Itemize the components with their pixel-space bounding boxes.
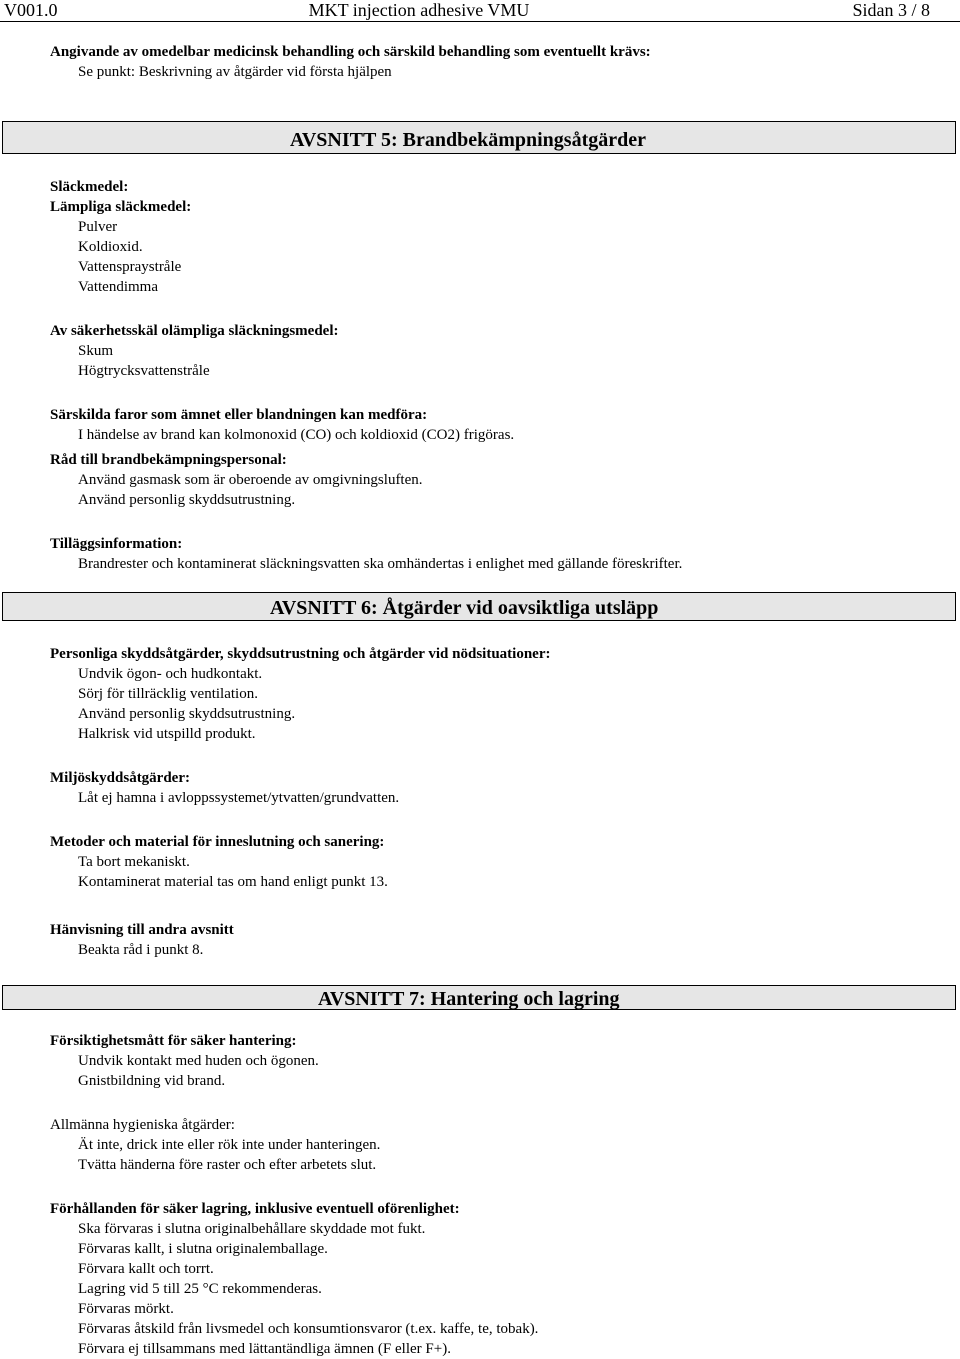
document-version: V001.0 <box>4 0 58 20</box>
storage-condition-item: Förvaras mörkt. <box>78 1301 174 1317</box>
personal-precautions-item: Halkrisk vid utspilld produkt. <box>78 726 256 742</box>
unsuitable-media-item: Skum <box>78 343 114 359</box>
unsuitable-media-heading: Av säkerhetsskäl olämpliga släckningsmedel: <box>50 323 339 339</box>
suitable-media-item: Pulver <box>78 219 118 235</box>
storage-condition-item: Ska förvaras i slutna originalbehållare skyddade mot fukt. <box>78 1221 426 1237</box>
storage-condition-item: Förvara ej tillsammans med lättantändliga ämnen (F eller F+). <box>78 1341 451 1357</box>
additional-info-text: Brandrester och kontaminerat släckningsvatten ska omhändertas i enlighet med gällande föreskrifter. <box>78 556 683 572</box>
medical-treatment-heading: Angivande av omedelbar medicinsk behandling och särskild behandling som eventuellt krävs: <box>50 44 651 60</box>
containment-methods-item: Kontaminerat material tas om hand enligt punkt 13. <box>78 874 388 890</box>
section-5-title: AVSNITT 5: Brandbekämpningsåtgärder <box>290 129 647 151</box>
hygiene-heading: Allmänna hygieniska åtgärder: <box>50 1117 235 1133</box>
section-6-title: AVSNITT 6: Åtgärder vid oavsiktliga utsläpp <box>270 597 659 619</box>
storage-condition-item: Förvara kallt och torrt. <box>78 1261 214 1277</box>
safe-handling-item: Undvik kontakt med huden och ögonen. <box>78 1053 319 1069</box>
page-number: Sidan 3 / 8 <box>852 0 930 20</box>
additional-info-heading: Tilläggsinformation: <box>50 536 183 552</box>
storage-condition-item: Förvaras kallt, i slutna originalemballage. <box>78 1241 328 1257</box>
environmental-precautions-text: Låt ej hamna i avloppssystemet/ytvatten/grundvatten. <box>78 790 400 806</box>
firefighter-advice-item: Använd gasmask som är oberoende av omgivningsluften. <box>78 472 423 488</box>
special-hazards-text: I händelse av brand kan kolmonoxid (CO) och koldioxid (CO2) frigöras. <box>78 427 515 443</box>
suitable-media-item: Koldioxid. <box>78 239 143 255</box>
section-reference-heading: Hänvisning till andra avsnitt <box>50 922 234 938</box>
suitable-media-item: Vattendimma <box>78 279 158 295</box>
personal-precautions-heading: Personliga skyddsåtgärder, skyddsutrustning och åtgärder vid nödsituationer: <box>50 646 551 662</box>
storage-condition-item: Lagring vid 5 till 25 °C rekommenderas. <box>78 1281 322 1297</box>
header-divider <box>0 21 960 22</box>
storage-condition-item: Förvaras åtskild från livsmedel och konsumtionsvaror (t.ex. kaffe, te, tobak). <box>78 1321 539 1337</box>
section-reference-text: Beakta råd i punkt 8. <box>78 942 204 958</box>
storage-conditions-heading: Förhållanden för säker lagring, inklusive eventuell oförenlighet: <box>50 1201 460 1217</box>
firefighter-advice-item: Använd personlig skyddsutrustning. <box>78 492 296 508</box>
special-hazards-heading: Särskilda faror som ämnet eller blandningen kan medföra: <box>50 407 428 423</box>
suitable-media-heading: Lämpliga släckmedel: <box>50 199 192 215</box>
personal-precautions-item: Undvik ögon- och hudkontakt. <box>78 666 263 682</box>
medical-treatment-text: Se punkt: Beskrivning av åtgärder vid första hjälpen <box>78 64 392 80</box>
containment-methods-item: Ta bort mekaniskt. <box>78 854 190 870</box>
safe-handling-item: Gnistbildning vid brand. <box>78 1073 226 1089</box>
hygiene-item: Tvätta händerna före raster och efter arbetets slut. <box>78 1157 377 1173</box>
suitable-media-item: Vattenspraystråle <box>78 259 182 275</box>
product-name: MKT injection adhesive VMU <box>308 0 530 20</box>
hygiene-item: Ät inte, drick inte eller rök inte under hanteringen. <box>78 1137 381 1153</box>
unsuitable-media-item: Högtrycksvattenstråle <box>78 363 210 379</box>
containment-methods-heading: Metoder och material för inneslutning och sanering: <box>50 834 385 850</box>
environmental-precautions-heading: Miljöskyddsåtgärder: <box>50 770 190 786</box>
page-header <box>0 0 960 22</box>
section-7-title: AVSNITT 7: Hantering och lagring <box>318 988 620 1010</box>
extinguishing-media-heading: Släckmedel: <box>50 179 129 195</box>
firefighter-advice-heading: Råd till brandbekämpningspersonal: <box>50 452 287 468</box>
personal-precautions-item: Sörj för tillräcklig ventilation. <box>78 686 258 702</box>
personal-precautions-item: Använd personlig skyddsutrustning. <box>78 706 296 722</box>
safe-handling-heading: Försiktighetsmått för säker hantering: <box>50 1033 297 1049</box>
